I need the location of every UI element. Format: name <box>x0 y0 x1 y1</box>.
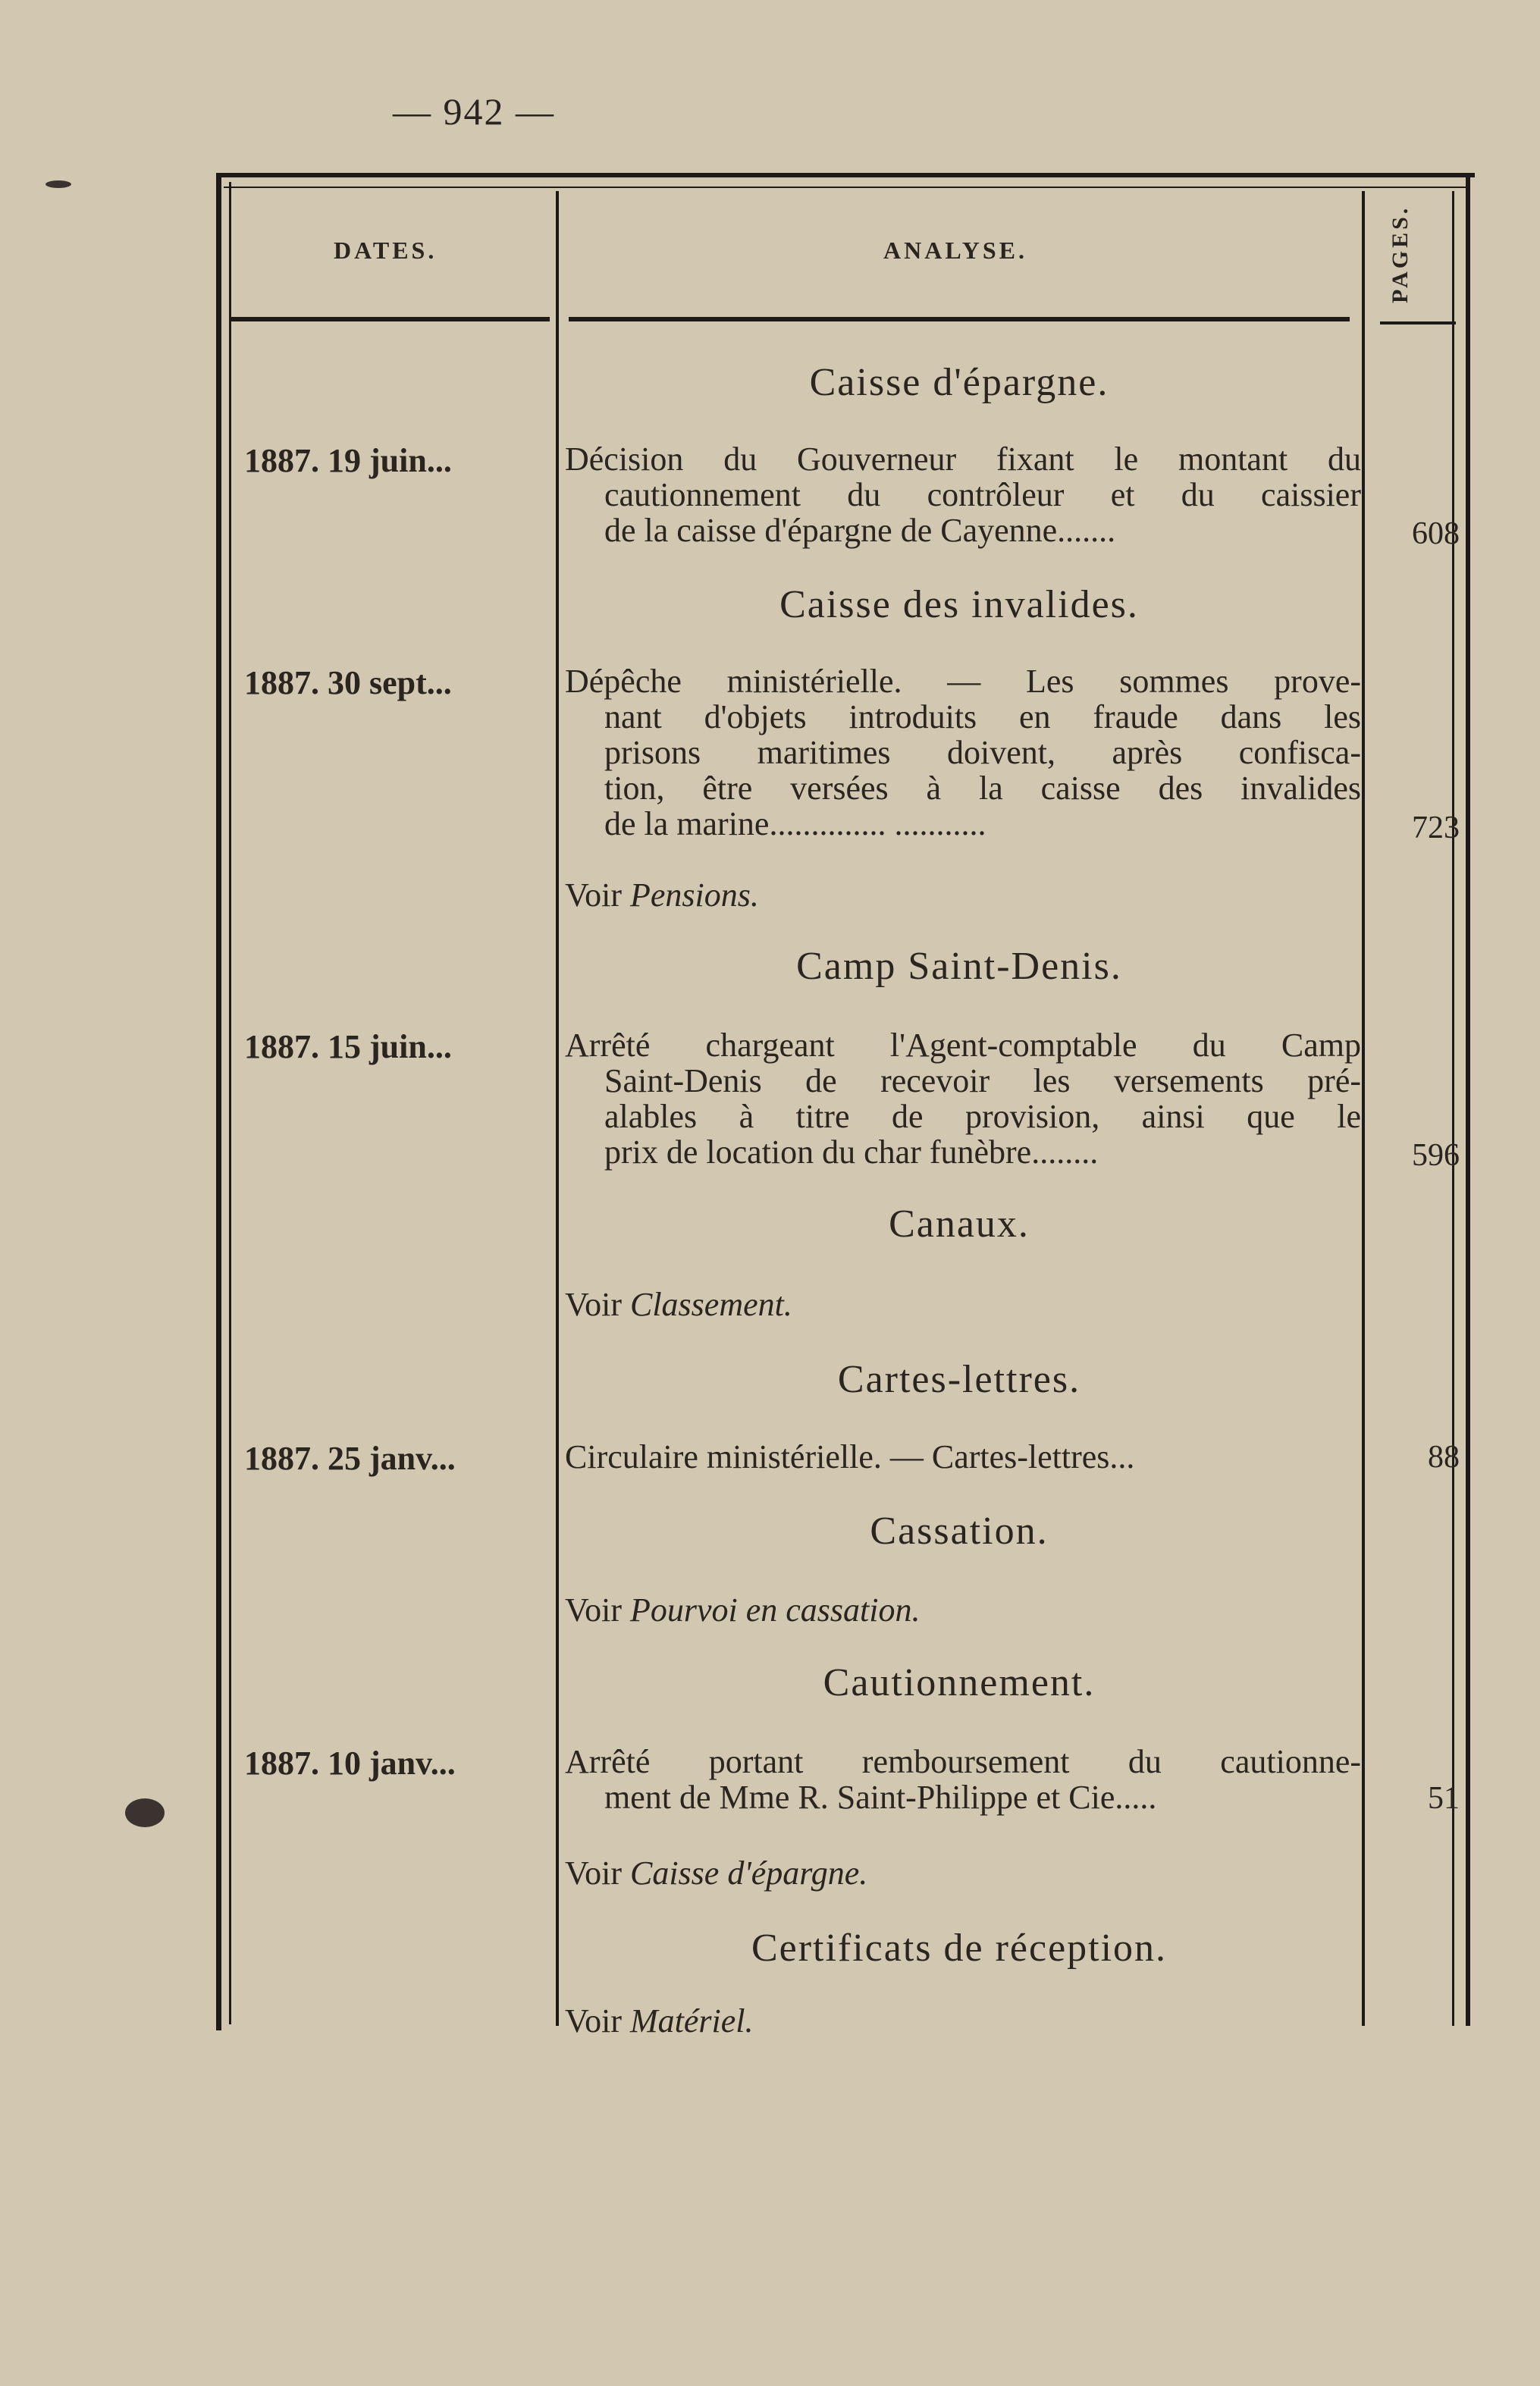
table-left-border-inner <box>229 182 231 2024</box>
entry-analysis <box>565 663 1361 842</box>
column-header-pages: PAGES. <box>1388 205 1413 303</box>
ink-spot <box>125 1798 165 1827</box>
entry-line: nant d'objets introduits en fraude dans les <box>604 698 1361 735</box>
entry-line: Arrêté chargeant l'Agent-comptable du Camp <box>565 1027 1361 1064</box>
voir-reference: Pourvoi en cassation. <box>629 1591 921 1629</box>
voir-reference: Classement. <box>629 1286 792 1323</box>
entry-page: 51 <box>1428 1781 1460 1816</box>
section-heading: Caisse des invalides. <box>779 583 1139 626</box>
cross-reference <box>565 876 759 914</box>
column-divider-pages <box>1362 191 1365 2026</box>
voir-prefix: Voir <box>565 1855 622 1892</box>
voir-reference: Pensions. <box>629 876 759 914</box>
entry-analysis <box>565 441 1361 548</box>
page-number: — 942 — <box>393 90 555 133</box>
entry-analysis <box>565 1744 1361 1815</box>
section-heading: Camp Saint-Denis. <box>796 945 1122 988</box>
column-divider-dates <box>556 191 559 2026</box>
entry-analysis <box>565 1027 1361 1170</box>
ink-spot <box>45 180 71 188</box>
entry-line: Arrêté portant remboursement du cautionne- <box>565 1743 1361 1780</box>
voir-reference: Caisse d'épargne. <box>629 1855 868 1892</box>
voir-prefix: Voir <box>565 876 622 914</box>
entry-date: 1887. 15 juin... <box>244 1028 452 1065</box>
voir-prefix: Voir <box>565 1591 622 1629</box>
entry-page: 88 <box>1428 1440 1460 1475</box>
header-underline-analyse <box>569 317 1350 321</box>
section-heading: Caisse d'épargne. <box>809 361 1109 404</box>
column-header-analyse: ANALYSE. <box>883 237 1027 264</box>
section-heading: Cartes-lettres. <box>837 1358 1081 1401</box>
cross-reference <box>565 1591 921 1629</box>
entry-date: 1887. 10 janv... <box>244 1745 456 1782</box>
entry-page: 723 <box>1412 810 1460 845</box>
header-underline-pages <box>1380 321 1456 325</box>
table-top-rule-thin <box>224 187 1467 188</box>
table-right-border <box>1466 176 1470 2026</box>
entry-line: ment de Mme R. Saint-Philippe et Cie..... <box>604 1779 1157 1816</box>
entry-date: 1887. 19 juin... <box>244 442 452 479</box>
voir-reference: Matériel. <box>629 2002 754 2040</box>
pages-column-inner-rule <box>1452 191 1454 2026</box>
entry-line: Saint-Denis de recevoir les versements pré- <box>604 1062 1361 1099</box>
entry-page: 596 <box>1412 1138 1460 1173</box>
header-underline-dates <box>231 317 550 321</box>
entry-line: cautionnement du contrôleur et du caissier <box>604 476 1361 513</box>
entry-line: Décision du Gouverneur fixant le montant du <box>565 441 1361 478</box>
entry-page: 608 <box>1412 516 1460 551</box>
entry-date: 1887. 30 sept... <box>244 664 452 701</box>
table-top-rule <box>216 173 1475 177</box>
section-heading: Certificats de réception. <box>751 1927 1168 1970</box>
entry-date: 1887. 25 janv... <box>244 1440 456 1477</box>
entry-line: de la caisse d'épargne de Cayenne....... <box>604 512 1116 549</box>
cross-reference <box>565 1854 867 1892</box>
entry-line: tion, être versées à la caisse des invalides <box>604 770 1361 807</box>
column-header-dates: DATES. <box>334 237 438 264</box>
voir-prefix: Voir <box>565 1286 622 1323</box>
section-heading: Canaux. <box>889 1202 1030 1246</box>
entry-analysis <box>565 1439 1361 1475</box>
cross-reference <box>565 2002 754 2040</box>
table-left-border <box>216 173 221 2030</box>
entry-line: prix de location du char funèbre........ <box>604 1133 1099 1171</box>
entry-line: de la marine.............. ........... <box>604 805 986 842</box>
cross-reference <box>565 1285 792 1324</box>
voir-prefix: Voir <box>565 2002 622 2040</box>
entry-line: Circulaire ministérielle. — Cartes-lettres... <box>565 1438 1135 1475</box>
entry-line: Dépêche ministérielle. — Les sommes prove- <box>565 663 1361 700</box>
section-heading: Cautionnement. <box>823 1661 1096 1704</box>
entry-line: prisons maritimes doivent, après confisca- <box>604 734 1361 771</box>
entry-line: alables à titre de provision, ainsi que le <box>604 1098 1361 1135</box>
section-heading: Cassation. <box>870 1510 1049 1553</box>
